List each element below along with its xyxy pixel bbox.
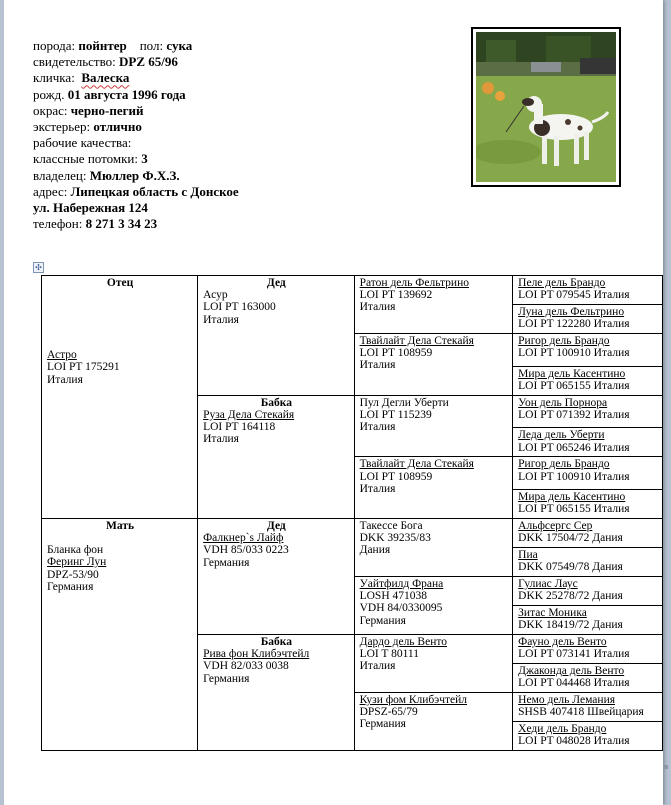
gen4-cell: Леда дель Уберти LOI PT 065246 Италия [513, 428, 663, 457]
table-row [42, 276, 663, 305]
sex-value: сука [166, 38, 193, 53]
gen4-cell: Гулиас Лаус DKK 25278/72 Дания [513, 577, 663, 606]
gen4-cell: Фауно дель Венто LOI PT 073141 Италия [513, 635, 663, 664]
address-line: адрес: Липецкая область с Донское [33, 183, 239, 199]
father-cell [42, 276, 198, 519]
gen3-cell: Дардо дель Венто LOI T 80111 Италия [354, 635, 513, 693]
breed-value: пойнтер [78, 38, 127, 53]
dog-name-value: Валеска [81, 70, 130, 86]
dog-photo-icon [476, 32, 616, 182]
mother-cell: Мать Бланка фон Феринг Лун DPZ-53/90 Германия [42, 519, 198, 751]
scroll-marker [664, 765, 668, 769]
offspring-line: классные потомки: 3 [33, 151, 148, 167]
father-country: Италия [47, 373, 83, 386]
mother-title: Мать [106, 520, 135, 532]
mother-dam-name: Рива фон Клибэчтейл [203, 648, 310, 661]
birth-value: 01 августа 1996 года [67, 86, 186, 102]
mother-reg: DPZ-53/90 [47, 568, 99, 581]
father-dam-cell: Бабка Руза Дела Стекайя LOI PT 164118 Италия [198, 395, 355, 518]
address-value-2: ул. Набережная 124 [33, 200, 148, 216]
gen3-cell: Твайлайт Дела Стекайя LOI PT 108959 Италия [354, 457, 513, 519]
father-name: Астро [47, 349, 77, 362]
mother-sire-cell: Дед Фалкнер`s Лайф VDH 85/033 0223 Германия [198, 519, 355, 635]
gen4-cell: Хеди дель Брандо LOI PT 048028 Италия [513, 722, 663, 751]
document-page [4, 0, 663, 805]
offspring-value: 3 [141, 151, 148, 167]
name-line: кличка: Валеска [33, 70, 130, 86]
table-move-handle-icon[interactable]: ✣ [33, 262, 44, 273]
table-row [42, 519, 663, 548]
owner-value: Мюллер Ф.Х.З. [89, 167, 180, 183]
gen4-cell: Мира дель Касентино LOI PT 065155 Италия [513, 490, 663, 519]
address-value-1: Липецкая область с Донское [70, 183, 239, 199]
mother-dam-cell: Бабка Рива фон Клибэчтейл VDH 82/033 0038 Германия [198, 635, 355, 751]
dog-photo [471, 27, 621, 187]
father-reg: LOI PT 175291 [47, 361, 120, 374]
address-line-2 [33, 200, 239, 216]
gen4-cell: Уон дель Порнора LOI PT 071392 Италия [513, 395, 663, 428]
certificate-line: свидетельство: DPZ 65/96 [33, 54, 178, 70]
mother-country: Германия [47, 580, 94, 593]
owner-line: владелец: Мюллер Ф.Х.З. [33, 167, 180, 183]
pedigree-table [41, 275, 663, 751]
gen4-cell: Зитас Моника DKK 18419/72 Дания [513, 606, 663, 635]
father-dam-name: Руза Дела Стекайя [203, 408, 295, 421]
gen4-cell: Пиа DKK 07549/78 Дания [513, 548, 663, 577]
gen3-cell: Ратон дель Фельтрино LOI PT 139692 Италия [354, 276, 513, 334]
breed-line: порода: пойнтер пол: сука [33, 38, 193, 53]
mother-sire-name: Фалкнер`s Лайф [203, 532, 284, 545]
father-sire-cell: Дед Асур LOI PT 163000 Италия [198, 276, 355, 396]
phone-line: телефон: 8 271 3 34 23 [33, 216, 158, 232]
father-sire-name: Асур [203, 289, 228, 302]
birth-line: рожд. 01 августа 1996 года [33, 86, 186, 102]
dog-info-block [33, 38, 239, 232]
gen4-cell: Мира дель Касентино LOI PT 065155 Италия [513, 366, 663, 395]
mother-name: Бланка фон [47, 544, 104, 557]
gen4-cell: Альфсергс Сер DKK 17504/72 Дания [513, 519, 663, 548]
gen4-cell: Луна дель Фельтрино LOI PT 122280 Италия [513, 305, 663, 334]
phone-value: 8 271 3 34 23 [85, 216, 158, 232]
work-line: рабочие качества: [33, 135, 132, 151]
gen4-cell: Ригор дель Брандо LOI PT 100910 Италия [513, 457, 663, 490]
gen3-cell: Уайтфилд Франа LOSH 471038 VDH 84/0330095 Германия [354, 577, 513, 635]
color-value: черно-пегий [70, 102, 144, 118]
father-title: Отец [106, 277, 134, 289]
color-line: окрас: черно-пегий [33, 102, 144, 118]
exterior-value: отлично [93, 119, 142, 135]
certificate-value: DPZ 65/96 [118, 54, 178, 70]
gen4-cell: Джаконда дель Венто LOI PT 044468 Италия [513, 664, 663, 693]
exterior-line: экстерьер: отлично [33, 119, 142, 135]
gen4-cell: Ригор дель Брандо LOI PT 100910 Италия [513, 334, 663, 367]
gen3-cell: Твайлайт Дела Стекайя LOI PT 108959 Италия [354, 334, 513, 396]
gen3-cell: Кузи фом Клибэчтейл DPSZ-65/79 Германия [354, 693, 513, 751]
gen4-cell: Немо дель Лемания SHSB 407418 Швейцария [513, 693, 663, 722]
gen4-cell: Пеле дель Брандо LOI PT 079545 Италия [513, 276, 663, 305]
gen3-cell: Пул Дегли Уберти LOI PT 115239 Италия [354, 395, 513, 457]
gen3-cell: Такессе Бога DKK 39235/83 Дания [354, 519, 513, 577]
